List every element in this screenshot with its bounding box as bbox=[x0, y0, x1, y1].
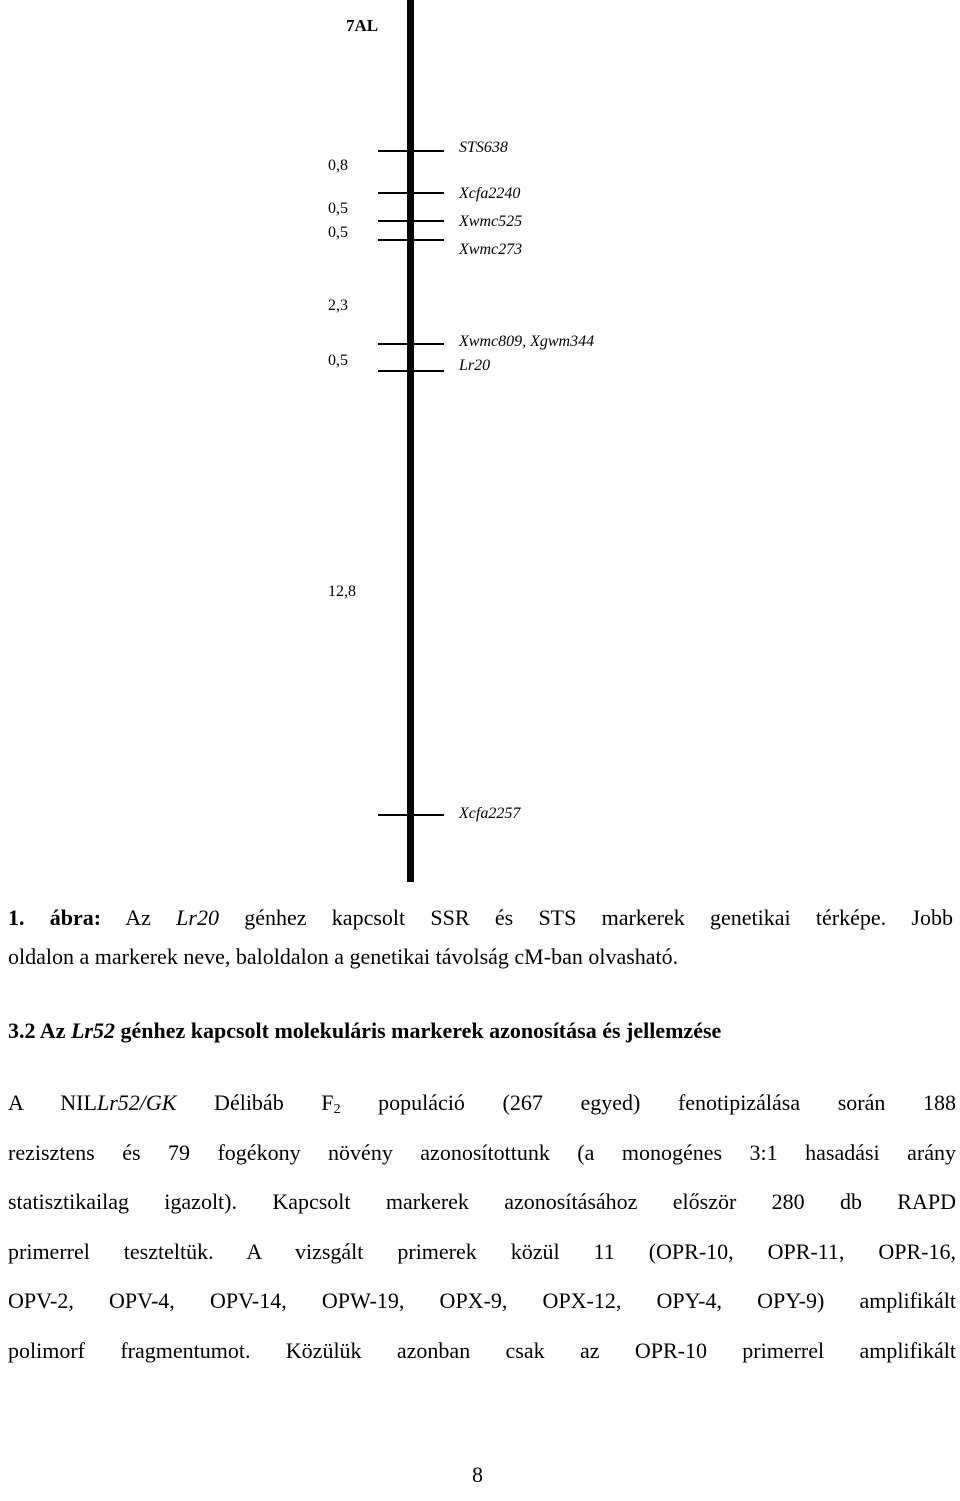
text-run: A NIL bbox=[8, 1090, 97, 1115]
chromosome-label: 7AL bbox=[346, 16, 379, 35]
marker-label: Lr20 bbox=[459, 357, 491, 374]
marker-label: Xwmc809, Xgwm344 bbox=[459, 333, 595, 350]
marker-label: Xcfa2240 bbox=[459, 185, 521, 202]
body-paragraph bbox=[8, 1078, 956, 1375]
marker-tick bbox=[378, 343, 444, 345]
page-number: 8 bbox=[472, 1462, 483, 1487]
marker-tick bbox=[378, 150, 444, 152]
paragraph-line: OPV-2, OPV-4, OPV-14, OPW-19, OPX-9, OPX-12, OPY-4, OPY-9) amplifikált bbox=[8, 1288, 956, 1313]
heading-gene: Lr52 bbox=[70, 1018, 115, 1043]
text-run: Délibáb F bbox=[176, 1090, 334, 1115]
subscript: 2 bbox=[333, 1102, 341, 1117]
distance-label: 0,5 bbox=[328, 224, 348, 241]
marker-label: Xcfa2257 bbox=[459, 805, 521, 822]
distance-label: 12,8 bbox=[328, 583, 356, 600]
heading-text: 3.2 Az bbox=[8, 1018, 71, 1043]
paragraph-line: statisztikailag igazolt). Kapcsolt markerek azonosításához először 280 db RAPD bbox=[8, 1189, 956, 1214]
marker-label: STS638 bbox=[459, 139, 508, 156]
figure-caption bbox=[8, 898, 953, 976]
caption-line: oldalon a markerek neve, baloldalon a genetikai távolság cM-ban olvasható. bbox=[8, 944, 679, 969]
text-run: populáció (267 egyed) fenotipizálása során 188 bbox=[340, 1090, 957, 1115]
marker-tick bbox=[378, 220, 444, 222]
paragraph-line: primerrel teszteltük. A vizsgált primerek közül 11 (OPR-10, OPR-11, OPR-16, bbox=[8, 1238, 956, 1264]
paragraph-line: rezisztens és 79 fogékony növény azonosítottunk (a monogénes 3:1 hasadási arány bbox=[8, 1139, 956, 1165]
marker-tick bbox=[378, 239, 444, 241]
marker-label: Xwmc273 bbox=[459, 241, 523, 258]
distance-label: 2,3 bbox=[328, 297, 348, 314]
section-heading bbox=[8, 1018, 721, 1044]
distance-label: 0,5 bbox=[328, 352, 348, 369]
caption-text: Az bbox=[101, 905, 177, 930]
paragraph-line bbox=[8, 1078, 956, 1128]
marker-tick bbox=[378, 192, 444, 194]
marker-tick bbox=[378, 370, 444, 372]
caption-label: 1. ábra: bbox=[8, 905, 102, 930]
caption-text: génhez kapcsolt SSR és STS markerek genetikai térképe. Jobb bbox=[218, 905, 953, 930]
paragraph-line: polimorf fragmentumot. Közülük azonban csak az OPR-10 primerrel amplifikált bbox=[8, 1337, 956, 1363]
chromosome-bar bbox=[407, 0, 414, 882]
distance-label: 0,8 bbox=[328, 157, 348, 174]
heading-text: génhez kapcsolt molekuláris markerek azonosítása és jellemzése bbox=[114, 1018, 722, 1043]
marker-tick bbox=[378, 814, 444, 816]
distance-label: 0,5 bbox=[328, 200, 348, 217]
text-run-italic: Lr52/GK bbox=[96, 1090, 177, 1115]
caption-gene: Lr20 bbox=[176, 905, 219, 930]
marker-label: Xwmc525 bbox=[459, 213, 523, 230]
